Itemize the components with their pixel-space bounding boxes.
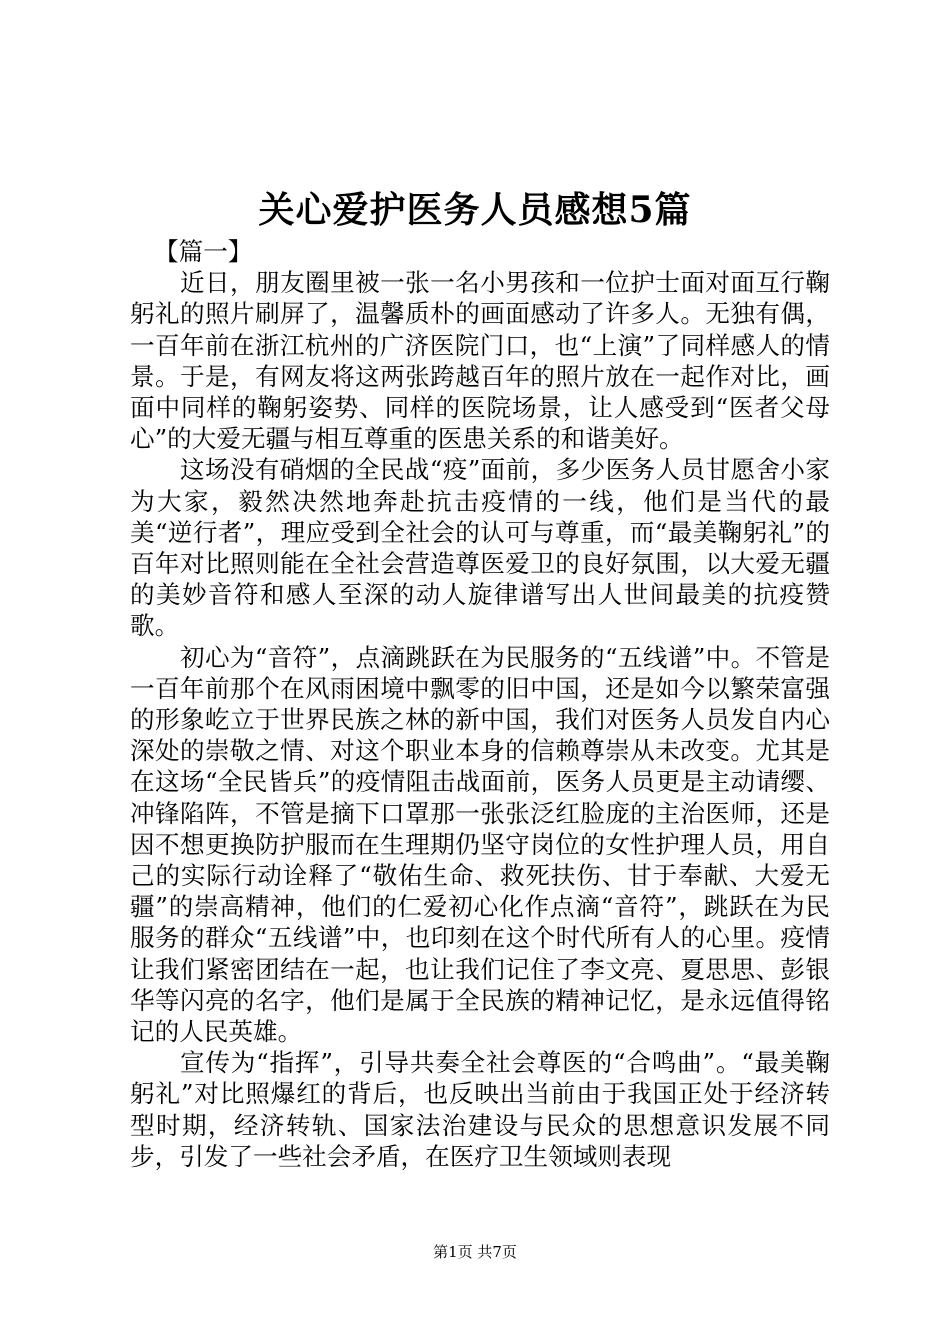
paragraph-2: 这场没有硝烟的全民战“疫”面前，多少医务人员甘愿舍小家为大家，毅然决然地奔赴抗击疫情的一线，他们是当代的最美“逆行者”，理应受到全社会的认可与尊重，而“最美鞠躬礼”的百年对比照则能在全社会营造尊医爱卫的良好氛围，以大爱无疆的美妙音符和感人至深的动人旋律谱写出人世间最美的抗疫赞歌。 [130, 455, 830, 641]
page-footer: 第1页 共7页 [433, 1243, 517, 1261]
paragraph-3: 初心为“音符”，点滴跳跃在为民服务的“五线谱”中。不管是一百年前那个在风雨困境中飘零的旧中国，还是如今以繁荣富强的形象屹立于世界民族之林的新中国，我们对医务人员发自内心深处的崇敬之情、对这个职业本身的信赖尊崇从未改变。尤其是在这场“全民皆兵”的疫情阻击战面前，医务人员更是主动请缨、冲锋陷阵，不管是摘下口罩那一张张泛红脸庞的主治医师，还是因不想更换防护服而在生理期仍坚守岗位的女性护理人员，用自己的实际行动诠释了“敬佑生命、救死扶伤、甘于奉献、大爱无疆”的崇高精神，他们的仁爱初心化作点滴“音符”，跳跃在为民服务的群众“五线谱”中，也印刻在这个时代所有人的心里。疫情让我们紧密团结在一起，也让我们记住了李文亮、夏思思、彭银华等闪亮的名字，他们是属于全民族的精神记忆，是永远值得铭记的人民英雄。 [130, 642, 830, 1047]
paragraph-1: 近日，朋友圈里被一张一名小男孩和一位护士面对面互行鞠躬礼的照片刷屏了，温馨质朴的画面感动了许多人。无独有偶，一百年前在浙江杭州的广济医院门口，也“上演”了同样感人的情景。于是，有网友将这两张跨越百年的照片放在一起作对比，画面中同样的鞠躬姿势、同样的医院场景，让人感受到“医者父母心”的大爱无疆与相互尊重的医患关系的和谐美好。 [130, 268, 830, 454]
section-heading: 【篇一】 [154, 237, 253, 266]
document-body [130, 236, 830, 1172]
document-title: 关心爱护医务人员感想5篇 [258, 189, 692, 231]
paragraph-4: 宣传为“指挥”，引导共奏全社会尊医的“合鸣曲”。“最美鞠躬礼”对比照爆红的背后，也反映出当前由于我国正处于经济转型时期，经济转轨、国家法治建设与民众的思想意识发展不同步，引发了一些社会矛盾，在医疗卫生领域则表现 [130, 1048, 830, 1171]
